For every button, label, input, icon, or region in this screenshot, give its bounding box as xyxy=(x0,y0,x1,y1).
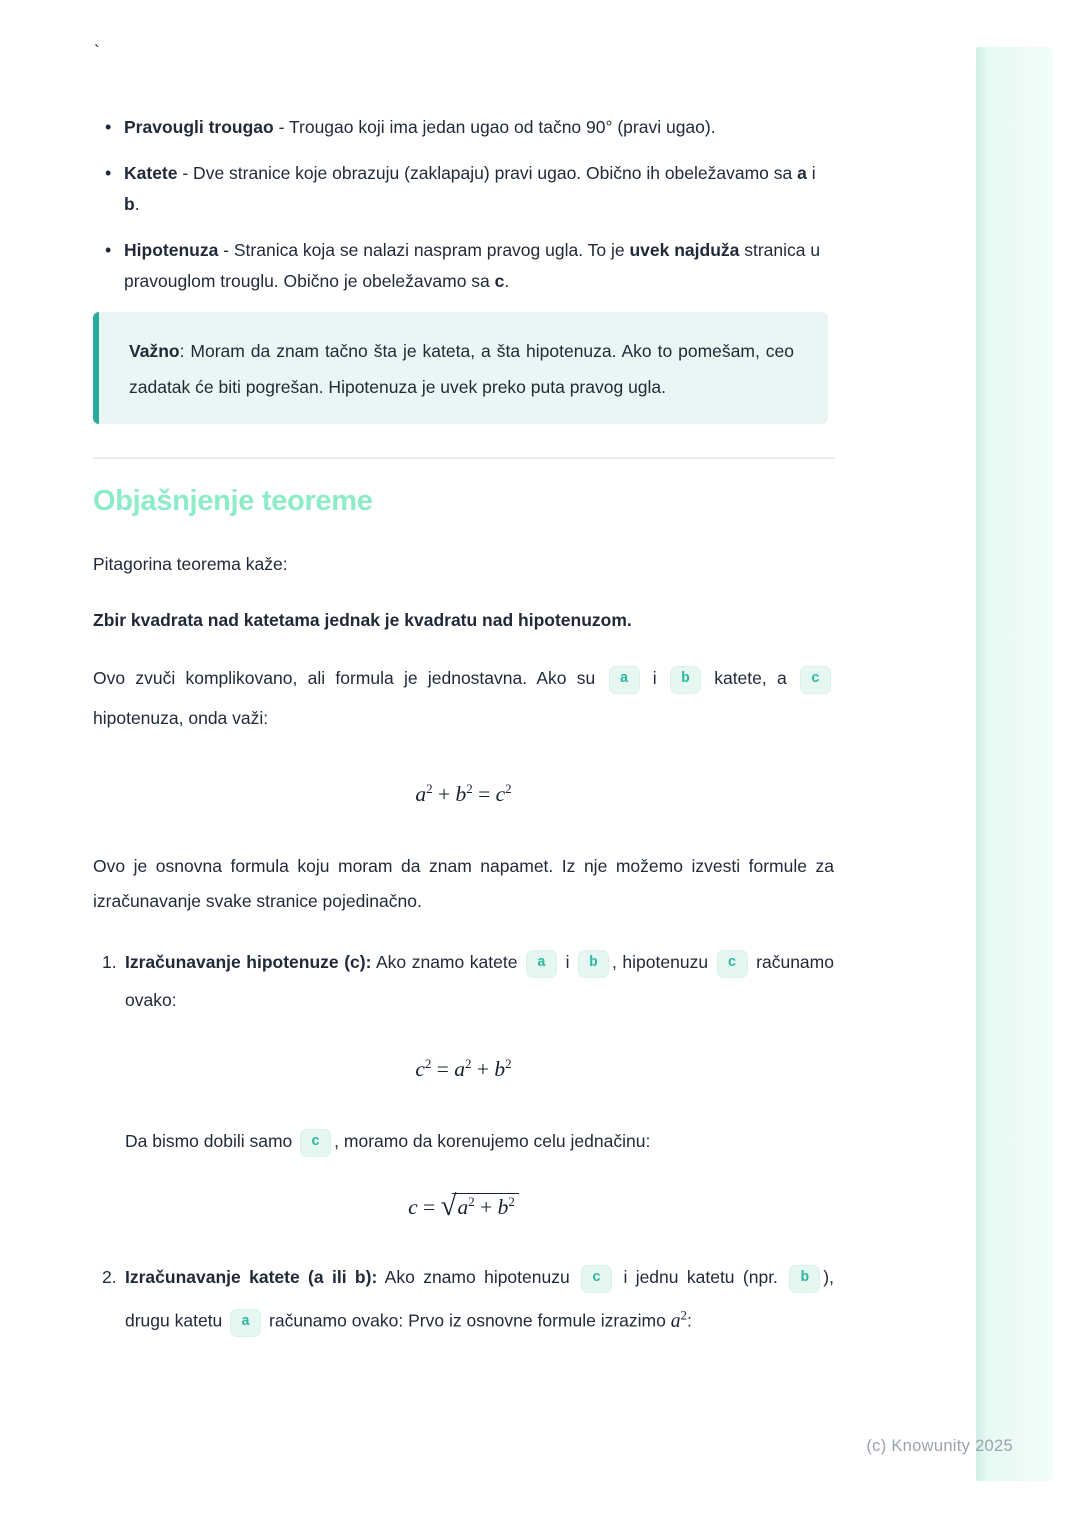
sqrt-intro-paragraph xyxy=(125,1122,834,1160)
important-callout xyxy=(93,312,828,424)
paragraph-text: katete, a xyxy=(703,668,797,688)
definition-term: Katete xyxy=(124,163,178,183)
definition-item-hipotenuza xyxy=(124,235,826,297)
math-operator: = xyxy=(431,1057,455,1082)
math-operator: + xyxy=(471,1057,495,1082)
section-divider xyxy=(93,457,835,459)
bold-var-c: c xyxy=(494,271,505,291)
math-var: a xyxy=(457,1195,469,1220)
var-badge-c: c xyxy=(581,1265,612,1293)
math-operator: + xyxy=(432,782,456,807)
math-exponent: 2 xyxy=(505,1056,512,1072)
math-operator: = xyxy=(472,782,496,807)
step-text: : xyxy=(686,1310,692,1331)
formula-hypotenuse-squared xyxy=(93,1049,834,1084)
definition-text: - Trougao koji ima jedan ugao od tačno 90° (pravi ugao). xyxy=(273,117,716,137)
math-var: c xyxy=(415,1057,425,1082)
math-operator: + xyxy=(474,1195,498,1220)
step-text: računamo ovako: Prvo iz osnovne formule izrazimo xyxy=(264,1310,671,1331)
definition-item-pravougli-trougao xyxy=(124,112,826,143)
var-badge-c: c xyxy=(300,1129,331,1157)
step-2-leg xyxy=(93,1258,834,1341)
step-1-hypotenuse xyxy=(93,943,834,1019)
paragraph-text: Da bismo dobili samo xyxy=(125,1131,298,1152)
formula-pythagoras xyxy=(93,774,834,809)
definition-term: Hipotenuza xyxy=(124,240,219,260)
definition-text: stranica u pravouglom trouglu. Obično je obeležavamo sa xyxy=(124,240,821,291)
radicand xyxy=(452,1193,518,1221)
math-exponent: 2 xyxy=(505,781,512,796)
step-text: računamo ovako: xyxy=(125,952,834,1011)
step-text: i jednu katetu (npr. xyxy=(615,1267,787,1288)
math-exponent: 2 xyxy=(426,781,433,796)
definition-list xyxy=(93,112,826,297)
step-text: Ako znamo hipotenuzu xyxy=(377,1267,579,1288)
var-badge-c: c xyxy=(717,950,748,978)
memorize-paragraph: Ovo je osnovna formula koju moram da znam napamet. Iz nje možemo izvesti formule za izračunavanje svake stranice pojedinačno. xyxy=(93,856,834,912)
step-title: Izračunavanje hipotenuze (c): xyxy=(125,952,372,973)
definition-text: . xyxy=(504,271,510,291)
bold-var-a: a xyxy=(797,163,807,183)
formula-square-root xyxy=(93,1190,834,1222)
definition-item-katete xyxy=(124,158,826,220)
definition-term: Pravougli trougao xyxy=(124,117,274,137)
bold-var-b: b xyxy=(124,194,135,214)
var-badge-a: a xyxy=(526,950,557,978)
math-var: c xyxy=(408,1195,418,1220)
paragraph-text: , moramo da korenujemo celu jednačinu: xyxy=(334,1131,651,1152)
var-badge-c: c xyxy=(800,666,831,694)
radical-sign: √ xyxy=(440,1190,457,1223)
step-text: Ako znamo katete xyxy=(371,952,524,973)
bold-emphasis: uvek najduža xyxy=(629,240,740,260)
step-number: 1. xyxy=(102,952,117,973)
definition-text: - Stranica koja se nalazi naspram pravog ugla. To je xyxy=(218,240,630,260)
paragraph-text: Ovo zvuči komplikovano, ali formula je jednostavna. Ako su xyxy=(93,668,606,688)
stray-backtick: ` xyxy=(94,42,100,61)
math-var: a xyxy=(670,1310,681,1332)
paragraph-text: hipotenuza, onda važi: xyxy=(93,708,269,728)
copyright-footer: (c) Knowunity 2025 xyxy=(866,1437,1013,1455)
definition-text: i xyxy=(806,163,816,183)
callout-label: Važno xyxy=(129,341,180,361)
math-exponent: 2 xyxy=(468,1194,475,1210)
var-badge-a: a xyxy=(230,1309,261,1337)
var-badge-b: b xyxy=(789,1265,820,1293)
definition-text: - Dve stranice koje obrazuju (zaklapaju) pravi ugao. Obično ih obeležavamo sa xyxy=(177,163,798,183)
var-badge-b: b xyxy=(578,950,609,978)
definition-text: . xyxy=(134,194,140,214)
formula-intro-paragraph xyxy=(93,658,834,738)
math-exponent: 2 xyxy=(465,1056,472,1072)
math-var: a xyxy=(454,1057,466,1082)
math-exponent: 2 xyxy=(466,781,473,796)
intro-paragraph: Pitagorina teorema kaže: xyxy=(93,554,288,574)
math-exponent: 2 xyxy=(680,1307,687,1323)
page-content xyxy=(93,0,834,1341)
step-text: ), drugu katetu xyxy=(125,1267,834,1331)
step-text: , hipotenuzu xyxy=(612,952,714,973)
math-var: a xyxy=(415,782,427,807)
math-var: c xyxy=(495,782,506,807)
step-number: 2. xyxy=(102,1267,117,1288)
callout-text xyxy=(129,333,794,405)
paragraph-text: i xyxy=(642,668,667,688)
callout-body: : Moram da znam tačno šta je kateta, a šta hipotenuza. Ako to pomešam, ceo zadatak će biti pogrešan. Hipotenuza je uvek preko puta pravog ugla. xyxy=(129,341,794,397)
math-var: b xyxy=(455,782,467,807)
var-badge-a: a xyxy=(609,666,640,694)
math-var: b xyxy=(497,1195,509,1220)
var-badge-b: b xyxy=(670,666,701,694)
section-heading: Objašnjenje teoreme xyxy=(93,485,373,517)
right-accent-stripe xyxy=(976,47,1053,1481)
theorem-statement: Zbir kvadrata nad katetama jednak je kvadratu nad hipotenuzom. xyxy=(93,610,632,630)
math-operator: = xyxy=(417,1195,441,1220)
math-exponent: 2 xyxy=(508,1194,515,1210)
inline-math-a-squared xyxy=(670,1307,687,1332)
math-var: b xyxy=(494,1057,506,1082)
step-title: Izračunavanje katete (a ili b): xyxy=(125,1267,378,1288)
step-text: i xyxy=(560,952,576,973)
math-exponent: 2 xyxy=(424,1056,432,1072)
